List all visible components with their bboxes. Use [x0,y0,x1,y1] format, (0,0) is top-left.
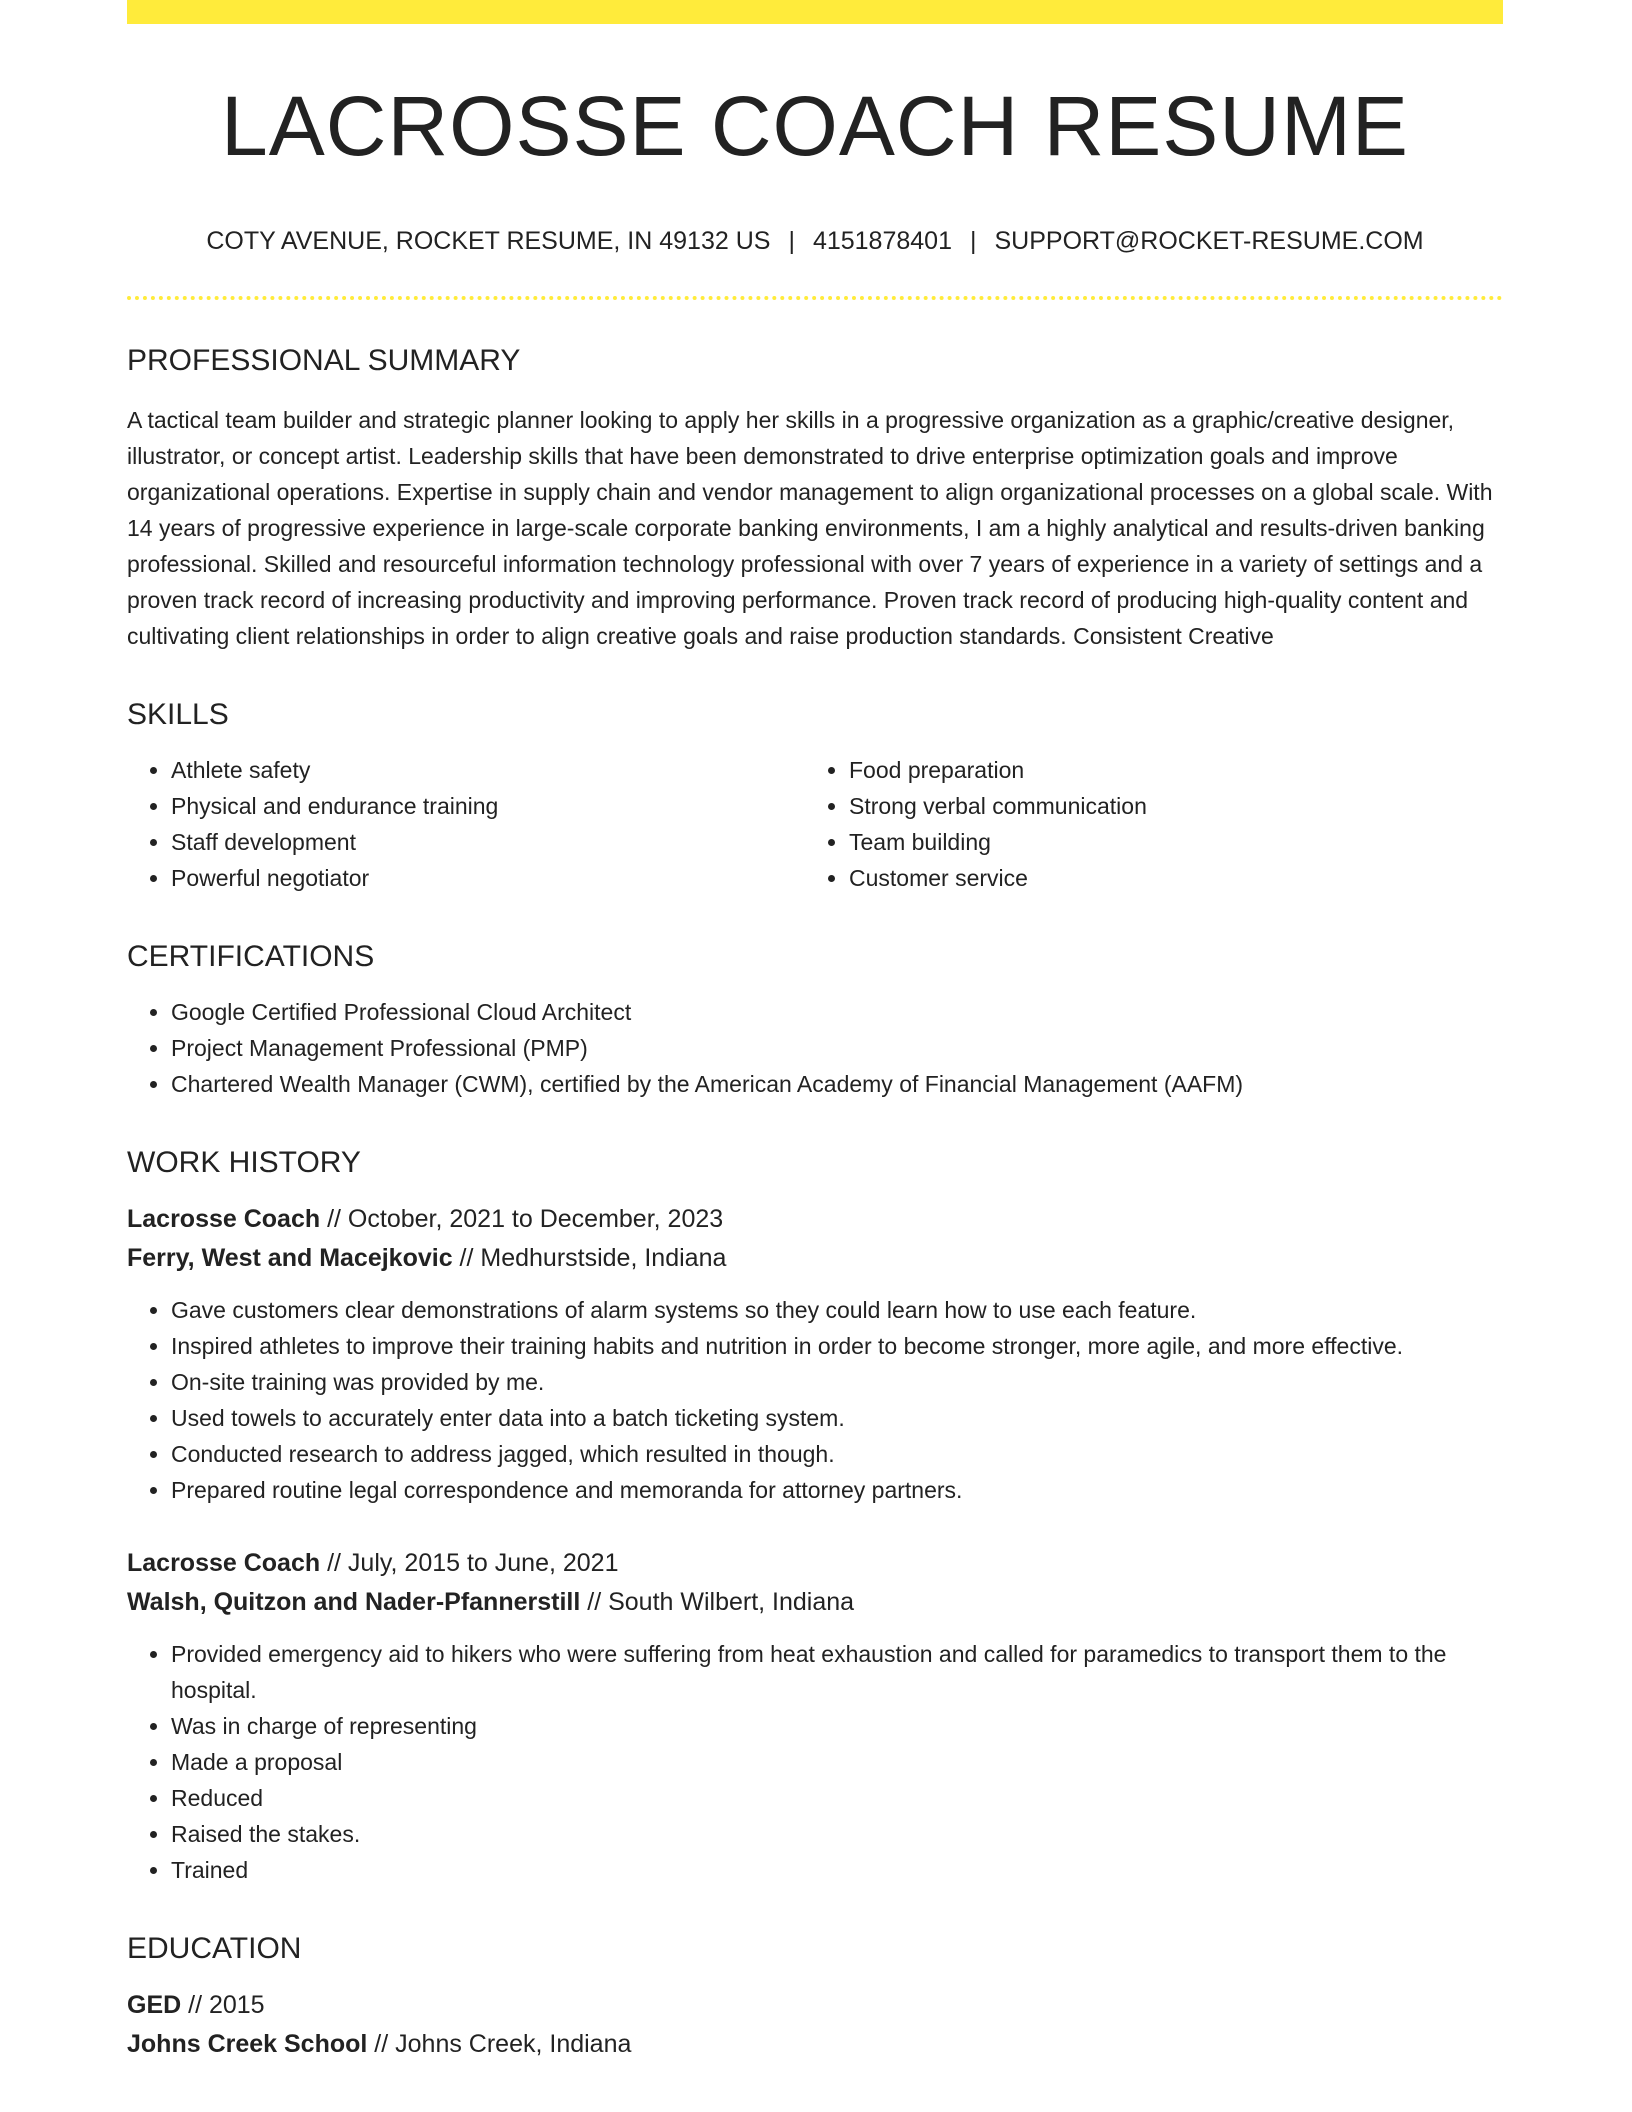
job-dates: // October, 2021 to December, 2023 [320,1205,724,1233]
job-bullet: • Conducted research to address jagged, which resulted in though. [171,1436,1503,1472]
job-role: Lacrosse Coach [127,1205,321,1233]
accent-top-bar [127,0,1503,24]
separator: | [788,227,795,255]
degree: GED [127,1991,182,2019]
summary-text: A tactical team builder and strategic planner looking to apply her skills in a progressive organization as a graphic/creative designer, illustrator, or concept artist. Leadership skills that have been demonstrated to drive enterprise optimization goals and improve organizational operations. Expertise in supply chain and vendor management to align organizational processes on a global scale. With 14 years of progressive experience in large-scale corporate banking environments, I am a highly analytical and results-driven banking professional. Skilled and resourceful information technology professional with over 7 years of experience in a variety of settings and a proven track record of increasing productivity and improving performance. Proven track record of producing high-quality content and cultivating client relationships in order to align creative goals and raise production standards. Consistent Creative [127,407,1493,649]
job-bullet: • Gave customers clear demonstrations of alarm systems so they could learn how to use each feature. [171,1292,1503,1328]
school-location: // Johns Creek, Indiana [367,2030,632,2058]
work-history-heading: WORK HISTORY [127,1146,361,1179]
resume-title: LACROSSE COACH RESUME [221,79,1409,173]
education-heading: EDUCATION [127,1932,302,1965]
job-bullet: • Trained [171,1852,1503,1888]
job-company-line [127,1239,1503,1278]
certification-item: • Google Certified Professional Cloud Architect [171,994,1503,1030]
separator: | [969,227,977,255]
email-link[interactable]: SUPPORT@ROCKET-RESUME.COM [994,227,1424,255]
education-entry [127,1986,1503,2064]
skill-item: • Customer service [849,860,1483,896]
job-location: // South Wilbert, Indiana [580,1588,855,1616]
school-line [127,2025,1503,2064]
job-location: // Medhurstside, Indiana [452,1244,727,1272]
job-entry [127,1544,1503,1888]
skills-list-right [805,752,1483,896]
contact-line [127,226,1503,256]
dotted-divider [127,296,1503,300]
summary-heading: PROFESSIONAL SUMMARY [127,344,521,377]
certification-item: • Chartered Wealth Manager (CWM), certified by the American Academy of Financial Management (AAFM) [171,1066,1503,1102]
phone: 4151878401 [812,227,952,255]
degree-year: // 2015 [181,1991,265,2019]
degree-line [127,1986,1503,2025]
skills-heading: SKILLS [127,698,229,731]
job-bullet: • Was in charge of representing [171,1708,1503,1744]
job-company-line [127,1583,1503,1622]
job-bullet: • Provided emergency aid to hikers who were suffering from heat exhaustion and called for paramedics to transport them to the hospital. [171,1636,1503,1708]
job-bullet: • Made a proposal [171,1744,1503,1780]
skills-list-left [127,752,805,896]
certifications-list [127,994,1503,1102]
skill-item: • Athlete safety [171,752,805,788]
skill-item: • Staff development [171,824,805,860]
job-bullet: • Used towels to accurately enter data into a batch ticketing system. [171,1400,1503,1436]
certification-item: • Project Management Professional (PMP) [171,1030,1503,1066]
school-name: Johns Creek School [127,2030,368,2058]
resume-page [127,0,1503,2064]
job-bullet: • Inspired athletes to improve their training habits and nutrition in order to become stronger, more agile, and more effective. [171,1328,1503,1364]
job-bullets [127,1292,1503,1508]
skill-item: • Strong verbal communication [849,788,1483,824]
job-role: Lacrosse Coach [127,1549,321,1577]
job-bullet: • Reduced [171,1780,1503,1816]
certifications-heading: CERTIFICATIONS [127,940,375,973]
address: COTY AVENUE, ROCKET RESUME, IN 49132 US [206,227,771,255]
skill-item: • Powerful negotiator [171,860,805,896]
job-bullet: • Prepared routine legal correspondence and memoranda for attorney partners. [171,1472,1503,1508]
job-company: Ferry, West and Macejkovic [127,1244,453,1272]
job-bullet: • On-site training was provided by me. [171,1364,1503,1400]
job-bullet: • Raised the stakes. [171,1816,1503,1852]
skill-item: • Physical and endurance training [171,788,805,824]
job-entry [127,1200,1503,1508]
skills-grid [127,752,1503,896]
job-title-line [127,1544,1503,1583]
job-bullets [127,1636,1503,1888]
job-title-line [127,1200,1503,1239]
job-company: Walsh, Quitzon and Nader-Pfannerstill [127,1588,581,1616]
skill-item: • Team building [849,824,1483,860]
skill-item: • Food preparation [849,752,1483,788]
job-dates: // July, 2015 to June, 2021 [320,1549,619,1577]
